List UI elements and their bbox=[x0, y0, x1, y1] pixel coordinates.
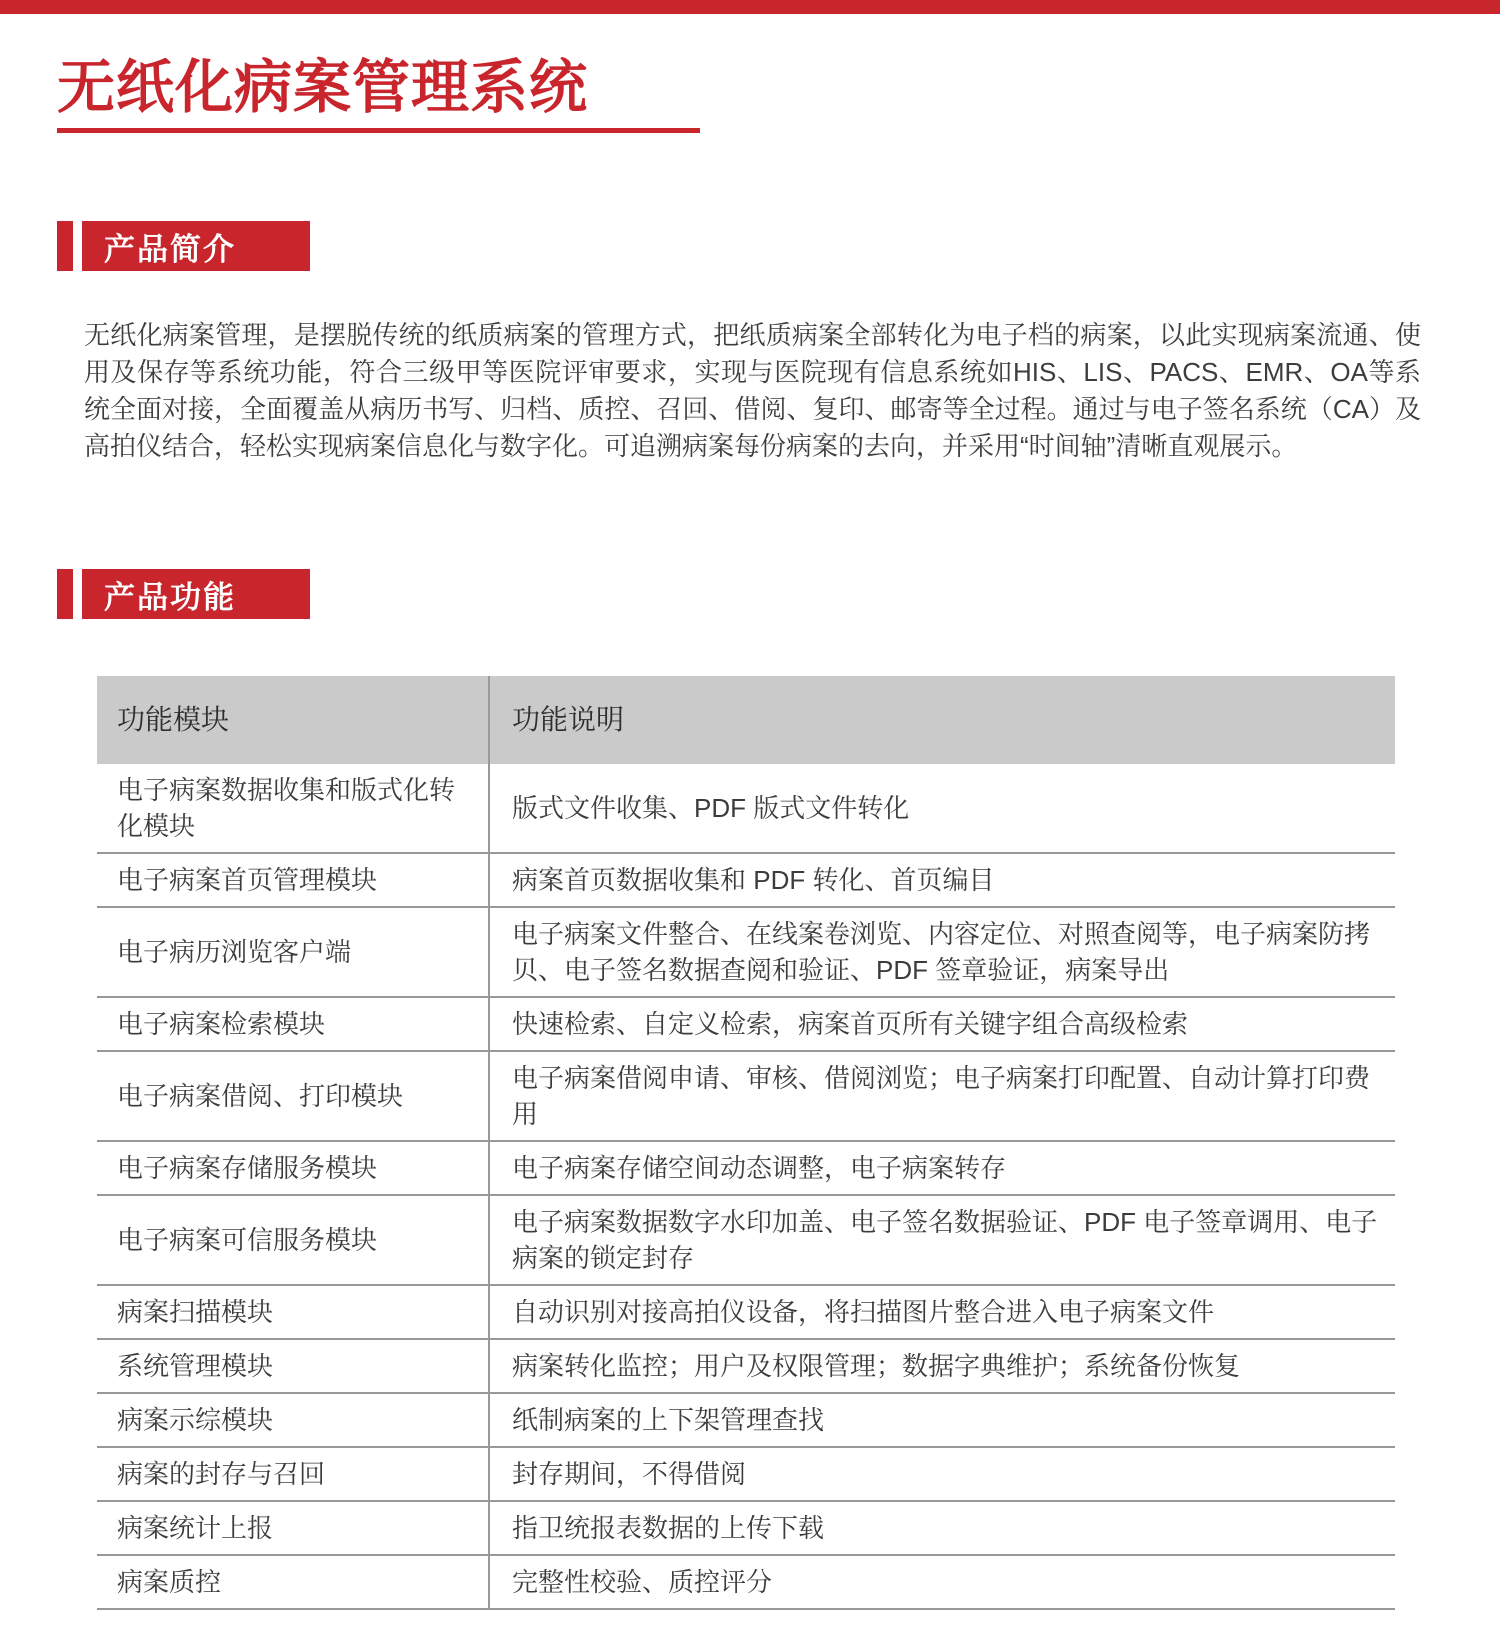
table-row bbox=[97, 998, 1395, 1052]
module-cell: 电子病历浏览客户端 bbox=[117, 937, 352, 968]
page-title: 无纸化病案管理系统 bbox=[57, 55, 589, 120]
description-cell: 指卫统报表数据的上传下载 bbox=[488, 1502, 1395, 1554]
table-row bbox=[97, 1052, 1395, 1142]
table-row bbox=[97, 908, 1395, 998]
module-cell: 病案扫描模块 bbox=[117, 1297, 274, 1328]
table-row bbox=[97, 1142, 1395, 1196]
table-row bbox=[97, 1502, 1395, 1556]
description-cell: 完整性校验、质控评分 bbox=[488, 1556, 1395, 1608]
top-red-bar bbox=[0, 0, 1500, 14]
description-cell: 封存期间，不得借阅 bbox=[488, 1448, 1395, 1500]
section-heading-intro bbox=[57, 221, 1500, 271]
table-row bbox=[97, 1556, 1395, 1610]
feature-table-header bbox=[97, 676, 1395, 764]
title-underline bbox=[57, 128, 700, 133]
description-cell: 电子病案文件整合、在线案卷浏览、内容定位、对照查阅等，电子病案防拷贝、电子签名数据查阅和验证、PDF 签章验证，病案导出 bbox=[488, 908, 1395, 996]
description-cell: 自动识别对接高拍仪设备，将扫描图片整合进入电子病案文件 bbox=[488, 1286, 1395, 1338]
module-cell: 病案统计上报 bbox=[117, 1513, 274, 1544]
module-cell: 病案示综模块 bbox=[117, 1405, 274, 1436]
section-heading-intro-label: 产品简介 bbox=[82, 221, 310, 271]
column-header-module: 功能模块 bbox=[117, 704, 230, 736]
description-cell: 电子病案存储空间动态调整，电子病案转存 bbox=[488, 1142, 1395, 1194]
table-row bbox=[97, 854, 1395, 908]
module-cell: 电子病案存储服务模块 bbox=[117, 1153, 378, 1184]
description-cell: 电子病案借阅申请、审核、借阅浏览；电子病案打印配置、自动计算打印费用 bbox=[488, 1052, 1395, 1140]
table-row bbox=[97, 1394, 1395, 1448]
module-cell: 电子病案借阅、打印模块 bbox=[117, 1081, 404, 1112]
description-cell: 电子病案数据数字水印加盖、电子签名数据验证、PDF 电子签章调用、电子病案的锁定封存 bbox=[488, 1196, 1395, 1284]
module-cell: 系统管理模块 bbox=[117, 1351, 274, 1382]
description-cell: 纸制病案的上下架管理查找 bbox=[488, 1394, 1395, 1446]
module-cell: 电子病案数据收集和版式化转化模块 bbox=[117, 775, 456, 842]
intro-paragraph: 无纸化病案管理，是摆脱传统的纸质病案的管理方式，把纸质病案全部转化为电子档的病案，以此实现病案流通、使用及保存等系统功能，符合三级甲等医院评审要求，实现与医院现有信息系统如HIS、LIS、PACS、EMR、OA等系统全面对接，全面覆盖从病历书写、归档、质控、召回、借阅、复印、邮寄等全过程。通过与电子签名系统（CA）及高拍仪结合，轻松实现病案信息化与数字化。可追溯病案每份病案的去向，并采用“时间轴”清晰直观展示。 bbox=[84, 320, 1421, 462]
module-cell: 电子病案可信服务模块 bbox=[117, 1225, 378, 1256]
feature-table-body bbox=[97, 764, 1395, 1610]
description-cell: 病案首页数据收集和 PDF 转化、首页编目 bbox=[488, 854, 1395, 906]
description-cell: 版式文件收集、PDF 版式文件转化 bbox=[488, 764, 1395, 852]
module-cell: 电子病案首页管理模块 bbox=[117, 865, 378, 896]
table-row bbox=[97, 1340, 1395, 1394]
table-row bbox=[97, 1196, 1395, 1286]
section-heading-features bbox=[57, 569, 1500, 619]
feature-table bbox=[97, 676, 1395, 1610]
section-heading-features-label: 产品功能 bbox=[82, 569, 310, 619]
table-row bbox=[97, 1286, 1395, 1340]
heading-accent-bar bbox=[57, 569, 73, 619]
module-cell: 电子病案检索模块 bbox=[117, 1009, 326, 1040]
heading-accent-bar bbox=[57, 221, 73, 271]
table-row bbox=[97, 1448, 1395, 1502]
description-cell: 快速检索、自定义检索，病案首页所有关键字组合高级检索 bbox=[488, 998, 1395, 1050]
column-header-description: 功能说明 bbox=[488, 676, 1395, 764]
module-cell: 病案质控 bbox=[117, 1567, 222, 1598]
module-cell: 病案的封存与召回 bbox=[117, 1459, 326, 1490]
table-row bbox=[97, 764, 1395, 854]
description-cell: 病案转化监控；用户及权限管理；数据字典维护；系统备份恢复 bbox=[488, 1340, 1395, 1392]
